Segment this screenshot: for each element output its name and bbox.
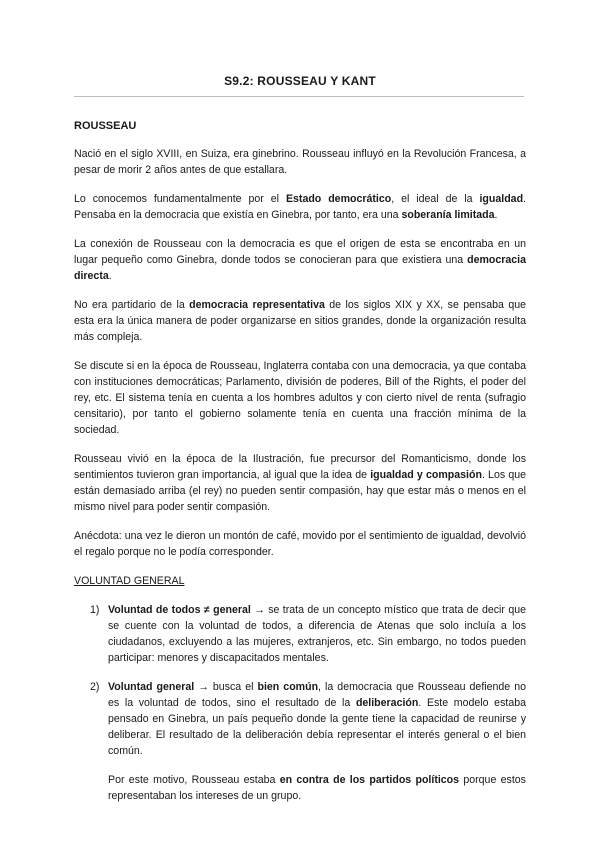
text-run: Por este motivo, Rousseau estaba [108, 774, 280, 786]
bold-term: igualdad [479, 193, 524, 205]
paragraph-democratic-state [74, 191, 526, 223]
bold-term: igualdad y compasión [370, 469, 482, 481]
paragraph-birth: Nació en el siglo XVIII, en Suiza, era ginebrino. Rousseau influyó en la Revolución Francesa, a pesar de morir 2 años antes de que estallara. [74, 148, 526, 176]
paragraph-england: Se discute si en la época de Rousseau, Inglaterra contaba con una democracia, ya que contaba con instituciones democráticas; Parlamento, división de poderes, Bill of the Rights, el poder del rey, etc. El sistema tenía en cuenta a los hombres adultos y con cierto nivel de renta (sufragio censitario), por tanto el gobierno solamente tenía en cuenta una fracción mínima de la sociedad. [74, 360, 526, 436]
text-run: , la democracia que Rousseau defiende no es la voluntad de todos, sino el resultado de la [108, 681, 527, 709]
paragraph-enlightenment [74, 451, 526, 515]
text-run: . Este modelo estaba pensado en Ginebra, un país pequeño donde la gente tiene la capacidad de reunirse y deliberar. El resultado de la deliberación debía representar el interés general o el bien común. [108, 697, 526, 757]
document-body [74, 118, 526, 817]
text-run: Rousseau vivió en la época de la Ilustración, fue precursor del Romanticismo, donde los sentimientos tuvieron gran importancia, al igual que la idea de [74, 453, 526, 481]
text-run: . [494, 209, 498, 221]
list-item [74, 679, 526, 804]
text-run: No era partidario de la [74, 299, 190, 311]
section-heading-general-will: VOLUNTAD GENERAL [74, 575, 185, 587]
paragraph-anecdote: Anécdota: una vez le dieron un montón de café, movido por el sentimiento de igualdad, devolvió el regalo porque no le podía corresponder. [74, 530, 526, 558]
text-run: . Los que están demasiado arriba (el rey) no pueden sentir compasión, hay que estar más o menos en el mismo nivel para poder sentir compasión. [74, 469, 526, 513]
list-item-text-followup [108, 772, 526, 804]
bold-term: democracia directa [74, 254, 526, 282]
list-item-text [108, 679, 526, 759]
text-run: . Pensaba en la democracia que existía en Ginebra, por tanto, era una [74, 193, 526, 221]
text-run: . [108, 270, 112, 282]
bold-term: soberanía limitada [401, 209, 495, 221]
section-heading-rousseau: ROUSSEAU [74, 120, 137, 132]
text-run: porque estos representaban los intereses de un grupo. [108, 774, 526, 802]
paragraph-direct-democracy [74, 236, 526, 284]
list-number: 1) [90, 604, 100, 616]
title-divider [74, 96, 524, 97]
text-run: Lo conocemos fundamentalmente por el [74, 193, 286, 205]
list-number: 2) [90, 681, 100, 693]
text-run: de los siglos XIX y XX, se pensaba que esta era la única manera de poder organizarse en sitios grandes, donde la organización resulta más compleja. [74, 299, 526, 343]
bold-term: deliberación [355, 697, 419, 709]
bold-term: Voluntad general [108, 681, 195, 693]
numbered-list [74, 602, 526, 804]
list-item-text [108, 602, 526, 666]
bold-term: Estado democrático [285, 193, 392, 205]
text-run: → se trata de un concepto místico que trata de decir que se cuente con la voluntad de todos, a diferencia de Atenas que solo incluía a los ciudadanos, excluyendo a las mujeres, extranjeros, etc. Sin embargo, no todos pueden participar: menores y discapacitados mentales. [108, 604, 526, 664]
bold-term: en contra de los partidos políticos [279, 774, 460, 786]
bold-term: Voluntad de todos ≠ general [108, 604, 251, 616]
document-title: S9.2: ROUSSEAU Y KANT [224, 74, 376, 88]
text-run: La conexión de Rousseau con la democracia es que el origen de esta se encontraba en un lugar pequeño como Ginebra, donde todos se conocieran para que existiera una [74, 238, 526, 266]
bold-term: democracia representativa [189, 299, 325, 311]
text-run: → busca el [194, 681, 258, 693]
text-run: , el ideal de la [391, 193, 480, 205]
bold-term: bien común [257, 681, 319, 693]
paragraph-representative-democracy [74, 297, 526, 345]
list-item [74, 602, 526, 666]
